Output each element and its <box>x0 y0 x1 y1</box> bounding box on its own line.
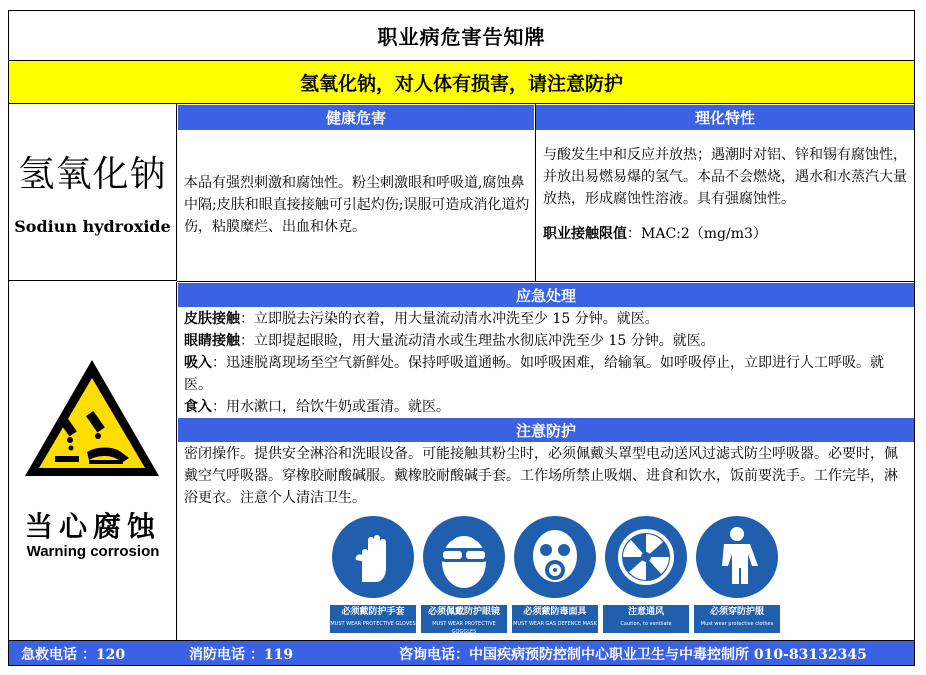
physical-properties-header: 理化特性 <box>536 105 914 130</box>
warning-sign-panel <box>9 282 177 640</box>
emergency-item-label: 食入 <box>184 399 212 415</box>
chemical-name-cn: 氢氧化钠 <box>18 154 167 195</box>
ppe-label-en: MUST WEAR GAS DEFENCE MASK <box>513 621 597 627</box>
sign-text-cn: 当心腐蚀 <box>24 510 161 543</box>
ppe-label-en: MUST WEAR PROTECTIVE GLOVES <box>330 621 416 627</box>
emergency-item-label: 吸入 <box>184 355 212 371</box>
board-title: 职业病危害告知牌 <box>9 11 914 61</box>
ppe-label-en: Must wear protective clothes <box>700 621 774 627</box>
column-divider <box>535 104 536 281</box>
gloves-icon <box>330 512 416 602</box>
ppe-label-cn: 必须戴防护手套 <box>341 607 405 617</box>
exposure-limit-value: ：MAC:2（mg/m3） <box>627 226 767 242</box>
fire-phone: 消防电话 ：119 <box>189 647 294 663</box>
ppe-label <box>512 605 598 633</box>
gas-mask-icon <box>512 512 598 602</box>
emergency-item-text: ：迅速脱离现场至空气新鲜处。保持呼吸道通畅。如呼吸困难，给输氧。如呼吸停止，立即进行人工呼吸。就医。 <box>184 355 884 393</box>
exposure-limit <box>543 223 911 245</box>
ppe-label <box>694 605 780 633</box>
exposure-limit-label: 职业接触限值 <box>543 226 627 242</box>
health-hazard-text: 本品有强烈刺激和腐蚀性。粉尘刺激眼和呼吸道,腐蚀鼻中隔;皮肤和眼直接接触可引起灼伤;误服可造成消化道灼伤，粘膜糜烂、出血和休克。 <box>184 175 530 235</box>
ventilation-icon <box>603 512 689 602</box>
ppe-sign-gloves <box>330 512 416 634</box>
protective-suit-icon <box>694 512 780 602</box>
emergency-item-text: ：立即脱去污染的衣着，用大量流动清水冲洗至少 15 分钟。就医。 <box>240 311 659 327</box>
ppe-label-cn: 必须穿防护服 <box>709 607 764 617</box>
physical-properties-text: 与酸发生中和反应并放热；遇潮时对铝、锌和锡有腐蚀性，并放出易燃易爆的氢气。本品不会燃烧，遇水和水蒸汽大量放热，形成腐蚀性溶液。具有强腐蚀性。 <box>543 147 907 207</box>
ppe-label <box>603 605 689 633</box>
protection-header: 注意防护 <box>178 418 914 442</box>
corrosion-warning-icon <box>21 356 163 480</box>
consult-phone: 咨询电话：中国疾病预防控制中心职业卫生与中毒控制所 010-83132345 <box>399 647 867 663</box>
emergency-item <box>184 396 910 418</box>
ppe-label <box>421 605 507 633</box>
emergency-item-label: 皮肤接触 <box>184 311 240 327</box>
ppe-label-en: MUST WEAR PROTECTIVE GOGGLES <box>432 621 496 635</box>
ppe-sign-protective-suit <box>694 512 780 634</box>
chemical-name-cell <box>9 104 177 281</box>
ppe-label-en: Caution, to ventilate <box>620 621 672 627</box>
emergency-item-text: ：立即提起眼睑，用大量流动清水或生理盐水彻底冲洗至少 15 分钟。就医。 <box>240 333 715 349</box>
health-hazard-header: 健康危害 <box>178 105 534 130</box>
row-divider <box>177 281 914 282</box>
protection-text: 密闭操作。提供安全淋浴和洗眼设备。可能接触其粉尘时，必须佩戴头罩型电动送风过滤式防尘呼吸器。必要时，佩戴空气呼吸器。穿橡胶耐酸碱服。戴橡胶耐酸碱手套。工作场所禁止吸烟、进食和饮水，饭前要洗手。工作完毕，淋浴更衣。注意个人清洁卫生。 <box>184 446 898 506</box>
ppe-label-cn: 注意通风 <box>627 607 664 617</box>
ppe-sign-ventilation <box>603 512 689 634</box>
ppe-sign-goggles <box>421 512 507 634</box>
emergency-header: 应急处理 <box>178 283 914 307</box>
emergency-item-text: ：用水漱口，给饮牛奶或蛋清。就医。 <box>212 399 450 415</box>
ppe-label-cn: 必须戴防毒面具 <box>523 607 587 617</box>
warning-banner: 氢氧化钠，对人体有损害，请注意防护 <box>9 61 914 104</box>
emergency-list <box>184 308 910 418</box>
chemical-name-en: Sodiun hydroxide <box>14 217 171 236</box>
footer-bar <box>9 640 914 665</box>
emergency-item <box>184 330 910 352</box>
emergency-item-label: 眼睛接触 <box>184 333 240 349</box>
ppe-label <box>330 605 416 633</box>
goggles-icon <box>421 512 507 602</box>
emergency-item <box>184 308 910 330</box>
ppe-sign-gas-mask <box>512 512 598 634</box>
ppe-label-cn: 必须佩戴防护眼镜 <box>427 607 500 617</box>
first-aid-phone: 急救电话 ：120 <box>21 647 126 663</box>
sign-text-en: Warning corrosion <box>26 543 160 560</box>
emergency-item <box>184 352 910 396</box>
